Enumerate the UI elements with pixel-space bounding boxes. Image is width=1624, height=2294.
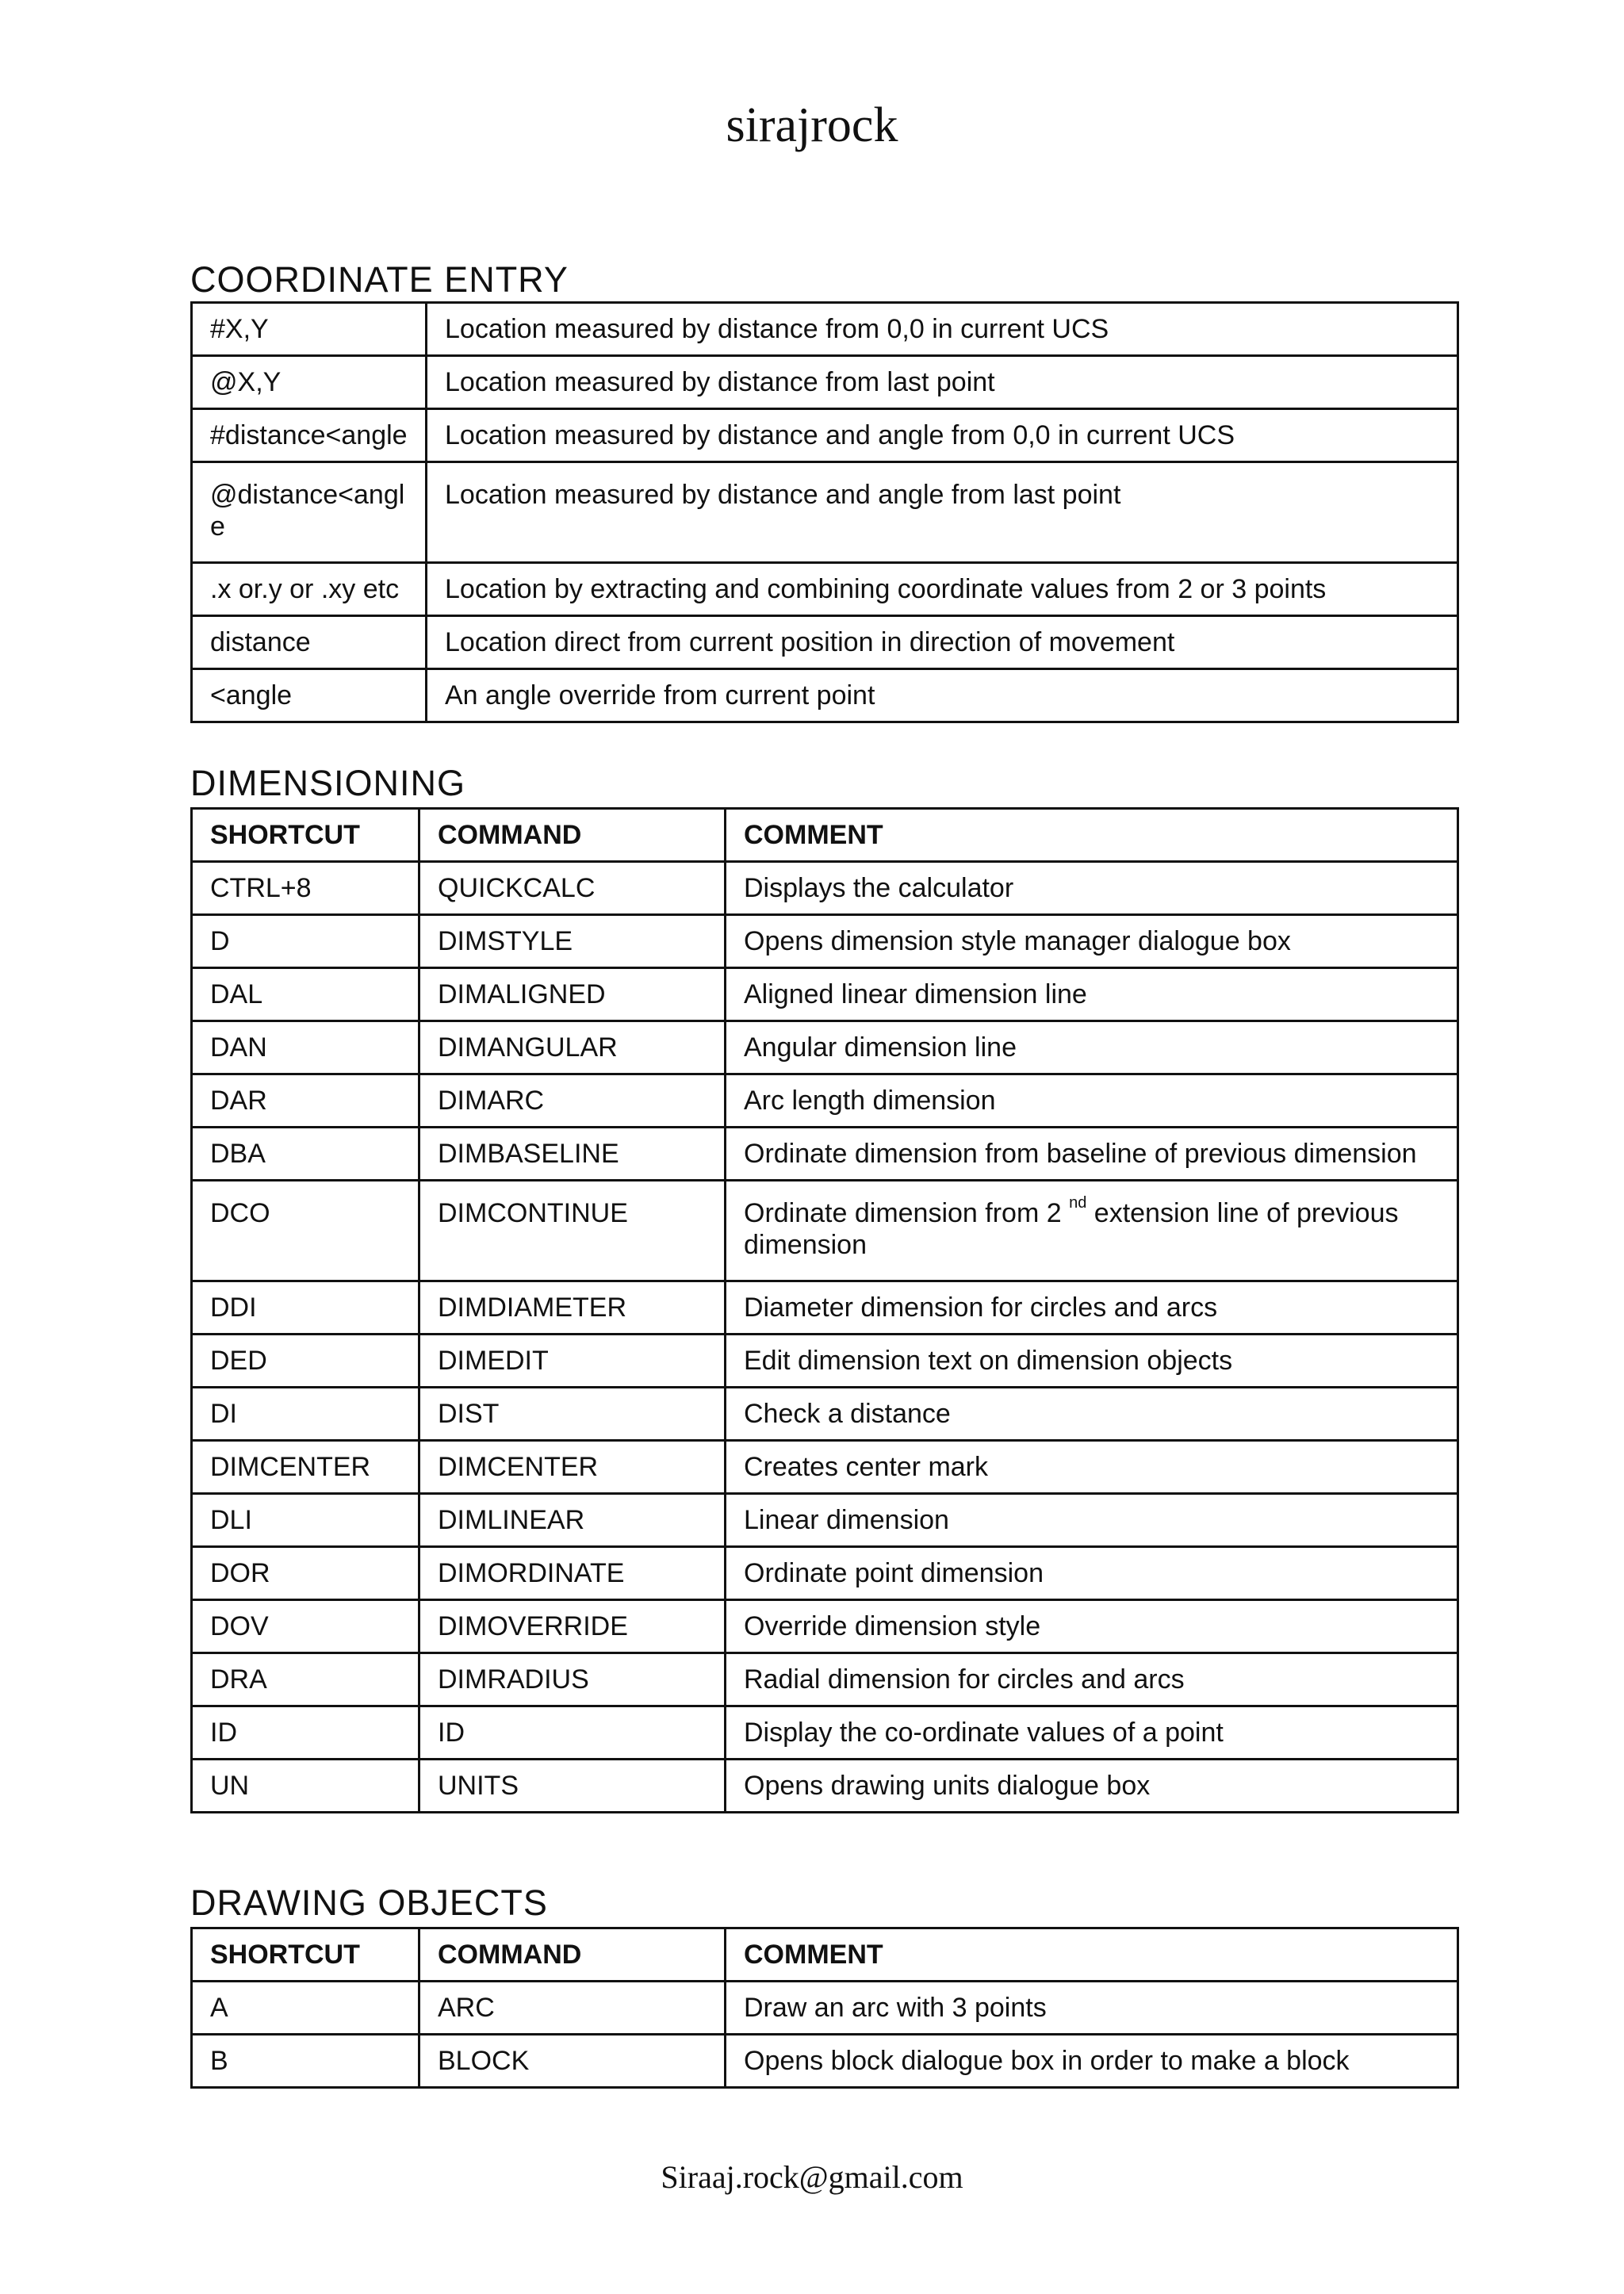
table-row — [192, 1074, 1458, 1128]
command-cell: DIMALIGNED — [419, 968, 726, 1021]
table-row — [192, 563, 1458, 616]
comment-cell: Arc length dimension — [726, 1074, 1458, 1128]
comment-text: extension line of previous dimension — [744, 1198, 1399, 1260]
comment-cell: Creates center mark — [726, 1441, 1458, 1494]
shortcut-cell: DCO — [192, 1181, 419, 1281]
command-cell: DIMANGULAR — [419, 1021, 726, 1074]
table-row — [192, 1547, 1458, 1600]
header-shortcut: SHORTCUT — [192, 809, 419, 862]
table-row — [192, 1335, 1458, 1388]
shortcut-cell: ID — [192, 1706, 419, 1760]
command-cell: DIMRADIUS — [419, 1653, 726, 1706]
comment-cell: Opens dimension style manager dialogue box — [726, 915, 1458, 968]
command-cell: ARC — [419, 1982, 726, 2035]
table-row — [192, 409, 1458, 462]
table-row — [192, 862, 1458, 915]
comment-text: Ordinate dimension from 2 — [744, 1198, 1062, 1228]
command-cell: BLOCK — [419, 2035, 726, 2088]
description-cell: Location by extracting and combining coordinate values from 2 or 3 points — [427, 563, 1458, 616]
comment-cell: Ordinate point dimension — [726, 1547, 1458, 1600]
table-row — [192, 462, 1458, 563]
comment-cell — [726, 1181, 1458, 1281]
command-cell: QUICKCALC — [419, 862, 726, 915]
command-cell: DIST — [419, 1388, 726, 1441]
command-cell: DIMARC — [419, 1074, 726, 1128]
table-header-row — [192, 809, 1458, 862]
command-cell: DIMLINEAR — [419, 1494, 726, 1547]
table-row — [192, 1441, 1458, 1494]
comment-cell: Override dimension style — [726, 1600, 1458, 1653]
table-row — [192, 915, 1458, 968]
table-row — [192, 1128, 1458, 1181]
header-command: COMMAND — [419, 809, 726, 862]
command-cell: DIMORDINATE — [419, 1547, 726, 1600]
shortcut-cell: D — [192, 915, 419, 968]
comment-cell: Aligned linear dimension line — [726, 968, 1458, 1021]
table-row — [192, 1600, 1458, 1653]
dimensioning-table — [190, 807, 1459, 1813]
shortcut-cell: UN — [192, 1760, 419, 1813]
entry-cell: @distance<angle — [192, 462, 427, 563]
shortcut-cell: DI — [192, 1388, 419, 1441]
comment-cell: Radial dimension for circles and arcs — [726, 1653, 1458, 1706]
comment-cell: Opens block dialogue box in order to make a block — [726, 2035, 1458, 2088]
description-cell: Location direct from current position in direction of movement — [427, 616, 1458, 669]
comment-cell: Ordinate dimension from baseline of previous dimension — [726, 1128, 1458, 1181]
command-cell: DIMBASELINE — [419, 1128, 726, 1181]
entry-cell: .x or.y or .xy etc — [192, 563, 427, 616]
section-title-dimensioning: DIMENSIONING — [190, 763, 466, 803]
table-header-row — [192, 1928, 1458, 1982]
shortcut-cell: A — [192, 1982, 419, 2035]
comment-cell: Draw an arc with 3 points — [726, 1982, 1458, 2035]
shortcut-cell: DDI — [192, 1281, 419, 1335]
comment-cell: Diameter dimension for circles and arcs — [726, 1281, 1458, 1335]
table-row — [192, 1706, 1458, 1760]
table-row — [192, 2035, 1458, 2088]
shortcut-cell: DOR — [192, 1547, 419, 1600]
comment-cell: Display the co-ordinate values of a point — [726, 1706, 1458, 1760]
entry-cell: #distance<angle — [192, 409, 427, 462]
shortcut-cell: DAR — [192, 1074, 419, 1128]
comment-cell: Check a distance — [726, 1388, 1458, 1441]
shortcut-cell: DOV — [192, 1600, 419, 1653]
description-cell: An angle override from current point — [427, 669, 1458, 722]
shortcut-cell: DRA — [192, 1653, 419, 1706]
drawing-objects-table — [190, 1927, 1459, 2089]
table-row — [192, 968, 1458, 1021]
table-row — [192, 356, 1458, 409]
command-cell: DIMCONTINUE — [419, 1181, 726, 1281]
shortcut-cell: CTRL+8 — [192, 862, 419, 915]
entry-cell: <angle — [192, 669, 427, 722]
command-cell: DIMCENTER — [419, 1441, 726, 1494]
command-cell: UNITS — [419, 1760, 726, 1813]
comment-cell: Opens drawing units dialogue box — [726, 1760, 1458, 1813]
shortcut-cell: DAL — [192, 968, 419, 1021]
description-cell: Location measured by distance from 0,0 in current UCS — [427, 303, 1458, 356]
header-command: COMMAND — [419, 1928, 726, 1982]
table-row — [192, 616, 1458, 669]
table-row — [192, 1494, 1458, 1547]
description-cell: Location measured by distance and angle from 0,0 in current UCS — [427, 409, 1458, 462]
shortcut-cell: DLI — [192, 1494, 419, 1547]
comment-cell: Edit dimension text on dimension objects — [726, 1335, 1458, 1388]
table-row — [192, 1388, 1458, 1441]
shortcut-cell: DBA — [192, 1128, 419, 1181]
header-comment: COMMENT — [726, 809, 1458, 862]
header-comment: COMMENT — [726, 1928, 1458, 1982]
header-shortcut: SHORTCUT — [192, 1928, 419, 1982]
table-row — [192, 1653, 1458, 1706]
table-row — [192, 669, 1458, 722]
shortcut-cell: B — [192, 2035, 419, 2088]
table-row — [192, 1760, 1458, 1813]
ordinal-superscript: nd — [1069, 1194, 1087, 1212]
comment-cell: Linear dimension — [726, 1494, 1458, 1547]
table-row — [192, 1021, 1458, 1074]
shortcut-cell: DIMCENTER — [192, 1441, 419, 1494]
entry-cell: distance — [192, 616, 427, 669]
command-cell: DIMDIAMETER — [419, 1281, 726, 1335]
command-cell: DIMEDIT — [419, 1335, 726, 1388]
shortcut-cell: DED — [192, 1335, 419, 1388]
coordinate-entry-table — [190, 301, 1459, 723]
table-row — [192, 1982, 1458, 2035]
description-cell: Location measured by distance and angle from last point — [427, 462, 1458, 563]
section-title-coordinate-entry: COORDINATE ENTRY — [190, 259, 569, 300]
section-title-drawing-objects: DRAWING OBJECTS — [190, 1882, 548, 1923]
comment-cell: Displays the calculator — [726, 862, 1458, 915]
table-row — [192, 303, 1458, 356]
shortcut-cell: DAN — [192, 1021, 419, 1074]
description-cell: Location measured by distance from last point — [427, 356, 1458, 409]
entry-cell: #X,Y — [192, 303, 427, 356]
entry-cell: @X,Y — [192, 356, 427, 409]
page-footer-email: Siraaj.rock@gmail.com — [661, 2159, 963, 2195]
table-row — [192, 1181, 1458, 1281]
command-cell: DIMOVERRIDE — [419, 1600, 726, 1653]
command-cell: DIMSTYLE — [419, 915, 726, 968]
comment-cell: Angular dimension line — [726, 1021, 1458, 1074]
command-cell: ID — [419, 1706, 726, 1760]
table-row — [192, 1281, 1458, 1335]
page-header: sirajrock — [726, 98, 898, 152]
